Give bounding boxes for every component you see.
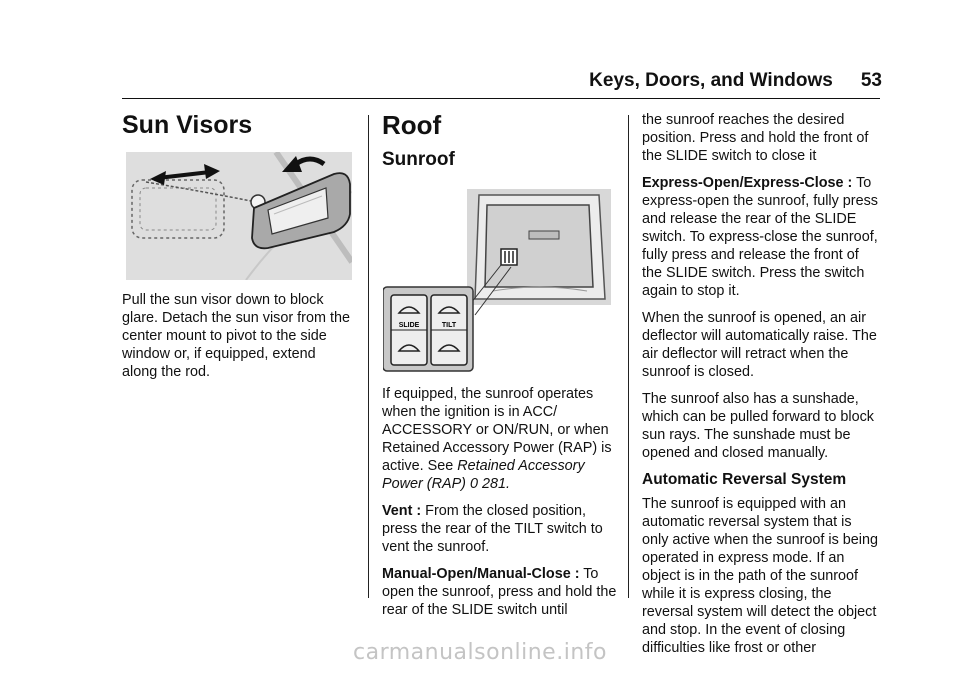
middle-column-text [382, 385, 620, 628]
header-rule [122, 98, 880, 99]
manual-open-paragraph: Manual-Open/Manual-Close : To open the sunroof, press and hold the rear of the SLIDE switch until [382, 566, 617, 618]
page-number: 53 [860, 70, 882, 91]
roof-heading: Roof [382, 110, 442, 140]
deflector-paragraph: When the sunroof is opened, an air deflector will automatically raise. The air deflector will retract when the sunroof is closed. [642, 310, 877, 380]
left-column-text [122, 291, 354, 390]
express-paragraph: Express-Open/Express-Close : To express-open the sunroof, fully press and release the rear of the SLIDE switch. To express-close the sunroof, fully press and release the front of the SLIDE switch. Press the switch again to stop it. [642, 175, 878, 299]
rap-page-ref: 0 281. [469, 476, 510, 492]
column-divider-1 [368, 115, 369, 598]
reversal-paragraph: The sunroof is equipped with an automatic reversal system that is only active when the sunroof is being operated in express mode. If an object is in the path of the sunroof while it is express closing, the reversal system will detect the object and stop. In the event of closing difficulties like frost or other [642, 496, 878, 656]
sunroof-intro-paragraph: If equipped, the sunroof operates when the ignition is in ACC/ ACCESSORY or ON/RUN, or when Retained Accessory Power (RAP) is active. See Retained Accessory Power (RAP) 0 281. [382, 386, 612, 492]
header-section-title: Keys, Doors, and Windows [589, 70, 833, 91]
watermark: carmanualsonline.info [353, 640, 607, 665]
rap-reference: Retained Accessory Power (RAP) [382, 458, 585, 492]
manual-continued-paragraph: the sunroof reaches the desired position. Press and hold the front of the SLIDE switch to close it [642, 112, 869, 164]
automatic-reversal-heading: Automatic Reversal System [642, 471, 847, 488]
sunroof-switch-illustration [383, 187, 613, 373]
sun-visor-paragraph: Pull the sun visor down to block glare. Detach the sun visor from the center mount to pivot to the side window or, if equipped, extend along the rod. [122, 292, 350, 380]
column-divider-2 [628, 115, 629, 598]
sunroof-heading: Sunroof [382, 149, 455, 170]
sun-visor-illustration [126, 152, 352, 280]
sunshade-paragraph: The sunroof also has a sunshade, which can be pulled forward to block sun rays. The sunshade must be opened and closed manually. [642, 391, 874, 461]
vent-paragraph: Vent : From the closed position, press the rear of the TILT switch to vent the sunroof. [382, 503, 603, 555]
tilt-switch-label: TILT [441, 322, 457, 329]
running-header [560, 70, 882, 92]
sun-visors-heading: Sun Visors [122, 111, 253, 139]
right-column-text [642, 111, 880, 666]
slide-switch-label: SLIDE [398, 322, 420, 329]
